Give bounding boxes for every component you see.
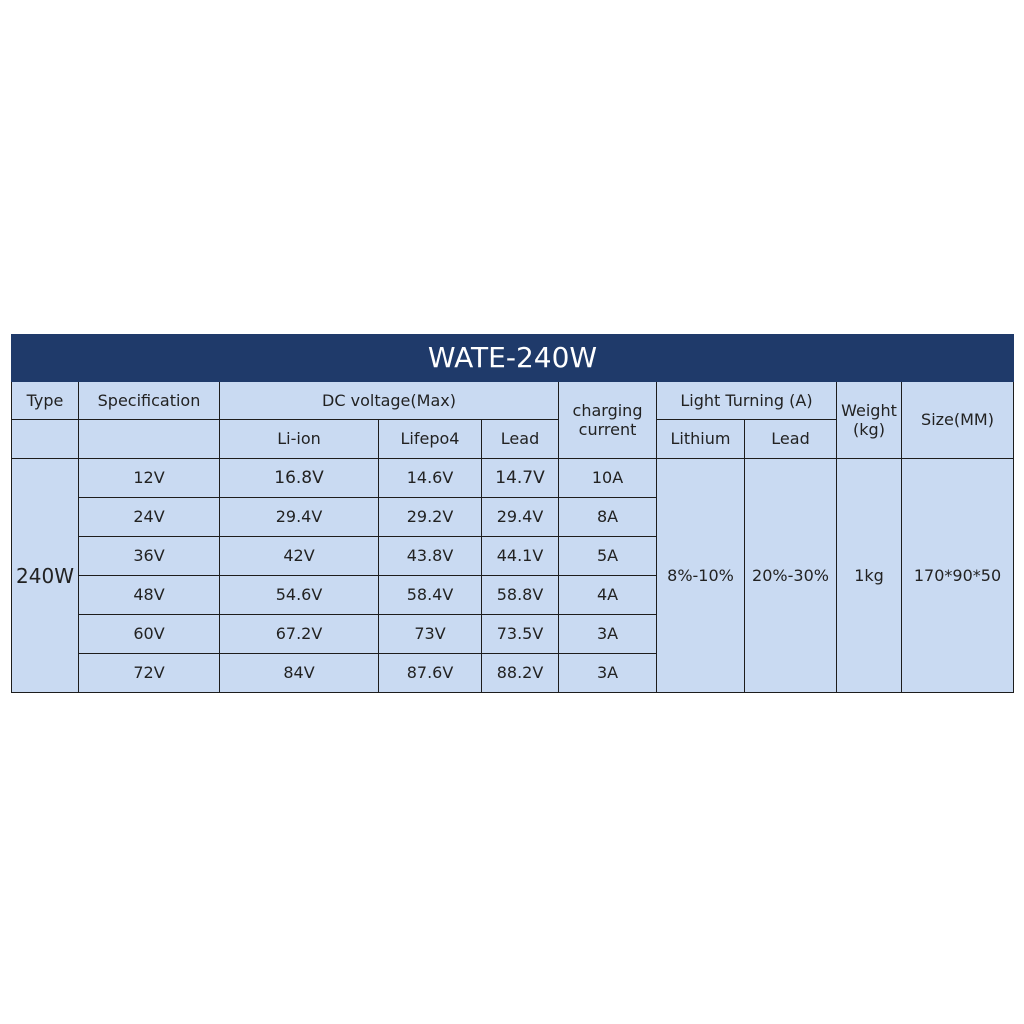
header-lithium: Lithium — [657, 420, 745, 459]
cell-lead: 44.1V — [482, 537, 559, 576]
cell-li-ion: 16.8V — [220, 459, 379, 498]
header-blank — [12, 420, 79, 459]
cell-li-ion: 67.2V — [220, 615, 379, 654]
header-lifepo4: Lifepo4 — [379, 420, 482, 459]
table-title: WATE-240W — [12, 335, 1014, 382]
cell-lead: 88.2V — [482, 654, 559, 693]
cell-current: 5A — [559, 537, 657, 576]
header-lead: Lead — [482, 420, 559, 459]
cell-spec: 48V — [79, 576, 220, 615]
table-row — [12, 459, 1014, 498]
cell-lifepo4: 14.6V — [379, 459, 482, 498]
cell-lifepo4: 29.2V — [379, 498, 482, 537]
cell-spec: 12V — [79, 459, 220, 498]
cell-current: 8A — [559, 498, 657, 537]
light-lithium-value: 8%-10% — [657, 459, 745, 693]
cell-lifepo4: 87.6V — [379, 654, 482, 693]
cell-lifepo4: 58.4V — [379, 576, 482, 615]
cell-spec: 60V — [79, 615, 220, 654]
cell-lifepo4: 73V — [379, 615, 482, 654]
cell-lead: 29.4V — [482, 498, 559, 537]
header-type: Type — [12, 382, 79, 420]
header-light-turning: Light Turning (A) — [657, 382, 837, 420]
cell-current: 3A — [559, 654, 657, 693]
header-li-ion: Li-ion — [220, 420, 379, 459]
header-lead-light: Lead — [745, 420, 837, 459]
cell-lead: 14.7V — [482, 459, 559, 498]
cell-li-ion: 29.4V — [220, 498, 379, 537]
cell-li-ion: 84V — [220, 654, 379, 693]
header-specification: Specification — [79, 382, 220, 420]
header-blank — [79, 420, 220, 459]
cell-current: 4A — [559, 576, 657, 615]
cell-spec: 36V — [79, 537, 220, 576]
light-lead-value: 20%-30% — [745, 459, 837, 693]
cell-lead: 58.8V — [482, 576, 559, 615]
weight-value: 1kg — [837, 459, 902, 693]
cell-lead: 73.5V — [482, 615, 559, 654]
cell-lifepo4: 43.8V — [379, 537, 482, 576]
cell-li-ion: 54.6V — [220, 576, 379, 615]
cell-spec: 24V — [79, 498, 220, 537]
spec-table — [11, 334, 1014, 693]
cell-current: 3A — [559, 615, 657, 654]
header-dc-voltage: DC voltage(Max) — [220, 382, 559, 420]
size-value: 170*90*50 — [902, 459, 1014, 693]
cell-li-ion: 42V — [220, 537, 379, 576]
cell-spec: 72V — [79, 654, 220, 693]
type-value: 240W — [12, 459, 79, 693]
cell-current: 10A — [559, 459, 657, 498]
header-charging-current: charging current — [559, 382, 657, 459]
header-weight: Weight (kg) — [837, 382, 902, 459]
header-size: Size(MM) — [902, 382, 1014, 459]
